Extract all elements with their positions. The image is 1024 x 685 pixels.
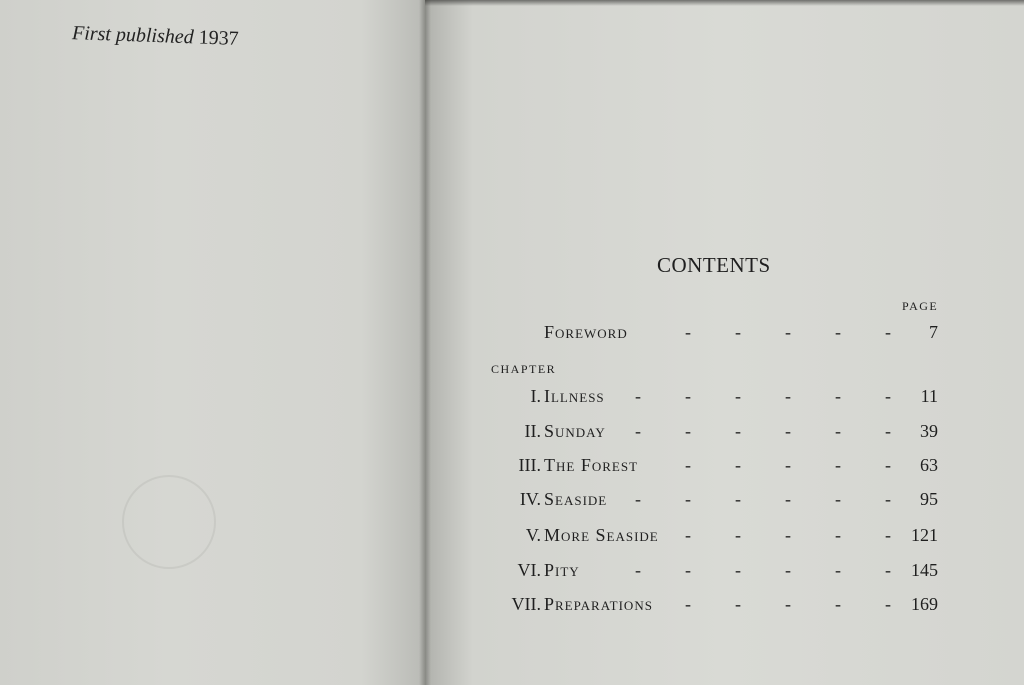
chapter-page: 145: [911, 560, 938, 580]
chapter-title: Seaside: [544, 489, 608, 509]
leader-dash: -: [685, 594, 691, 614]
page-column-header: PAGE: [902, 299, 939, 313]
toc-row: [480, 455, 950, 483]
leader-dash: -: [735, 525, 741, 545]
leader-dash: -: [735, 455, 741, 475]
chapter-title: Sunday: [544, 421, 606, 441]
leader-dash: -: [735, 421, 741, 441]
leader-dash: -: [885, 594, 891, 614]
leader-dash: -: [635, 489, 641, 509]
leader-dash: -: [835, 489, 841, 509]
leader-dash: -: [785, 489, 791, 509]
leader-dash: -: [785, 322, 791, 342]
leader-dash: -: [835, 386, 841, 406]
leader-dash: -: [785, 455, 791, 475]
leader-dash: -: [835, 421, 841, 441]
toc-row: [480, 594, 950, 622]
chapter-number: VI.: [517, 560, 541, 580]
leader-dash: -: [835, 560, 841, 580]
contents-title: CONTENTS: [657, 253, 771, 277]
chapter-page: 95: [920, 489, 938, 509]
chapter-page: 11: [920, 386, 938, 406]
chapter-page: 39: [920, 421, 938, 441]
chapter-number: IV.: [519, 489, 541, 509]
chapter-title: Illness: [544, 386, 605, 406]
chapter-number: III.: [518, 455, 541, 475]
chapter-page: 169: [911, 594, 938, 614]
foreword-title: Foreword: [544, 322, 628, 342]
foreword-page: 7: [929, 322, 938, 342]
book-gutter: [419, 0, 431, 685]
leader-dash: -: [785, 560, 791, 580]
leader-dash: -: [735, 489, 741, 509]
leader-dash: -: [685, 525, 691, 545]
chapter-title: Pity: [544, 560, 580, 580]
toc-row: [480, 489, 950, 517]
chapter-number: V.: [525, 525, 541, 545]
leader-dash: -: [885, 489, 891, 509]
leader-dash: -: [685, 322, 691, 342]
chapter-page: 63: [920, 455, 938, 475]
leader-dash: -: [685, 560, 691, 580]
chapter-column-header: CHAPTER: [491, 362, 557, 376]
leader-dash: -: [685, 489, 691, 509]
toc-row: [480, 560, 950, 588]
leader-dash: -: [885, 386, 891, 406]
leader-dash: -: [885, 525, 891, 545]
toc-row: [480, 421, 950, 449]
leader-dash: -: [785, 525, 791, 545]
chapter-title: Preparations: [544, 594, 653, 614]
toc-row: [480, 525, 950, 553]
chapter-title: More Seaside: [544, 525, 659, 545]
leader-dash: -: [785, 421, 791, 441]
chapter-number: VII.: [511, 594, 541, 614]
leader-dash: -: [885, 455, 891, 475]
leader-dash: -: [835, 525, 841, 545]
leader-dash: -: [735, 386, 741, 406]
leader-dash: -: [635, 560, 641, 580]
leader-dash: -: [685, 455, 691, 475]
leader-dash: -: [835, 594, 841, 614]
chapter-number: II.: [524, 421, 541, 441]
leader-dash: -: [885, 322, 891, 342]
foreword-row: [480, 322, 950, 350]
top-shadow: [425, 0, 1024, 6]
left-page: [0, 0, 425, 685]
leader-dash: -: [735, 322, 741, 342]
leader-dash: -: [785, 594, 791, 614]
toc-row: [480, 386, 950, 414]
chapter-title: The Forest: [544, 455, 639, 475]
leader-dash: -: [785, 386, 791, 406]
imprint-year: 1937: [198, 26, 240, 50]
leader-dash: -: [885, 560, 891, 580]
leader-dash: -: [835, 455, 841, 475]
leader-dash: -: [635, 421, 641, 441]
imprint-text: First published: [71, 22, 195, 49]
chapter-page: 121: [911, 525, 938, 545]
leader-dash: -: [735, 560, 741, 580]
leader-dash: -: [835, 322, 841, 342]
leader-dash: -: [635, 386, 641, 406]
leader-dash: -: [685, 421, 691, 441]
show-through-mark: [122, 475, 216, 569]
chapter-number: I.: [530, 386, 541, 406]
leader-dash: -: [735, 594, 741, 614]
leader-dash: -: [885, 421, 891, 441]
leader-dash: -: [685, 386, 691, 406]
